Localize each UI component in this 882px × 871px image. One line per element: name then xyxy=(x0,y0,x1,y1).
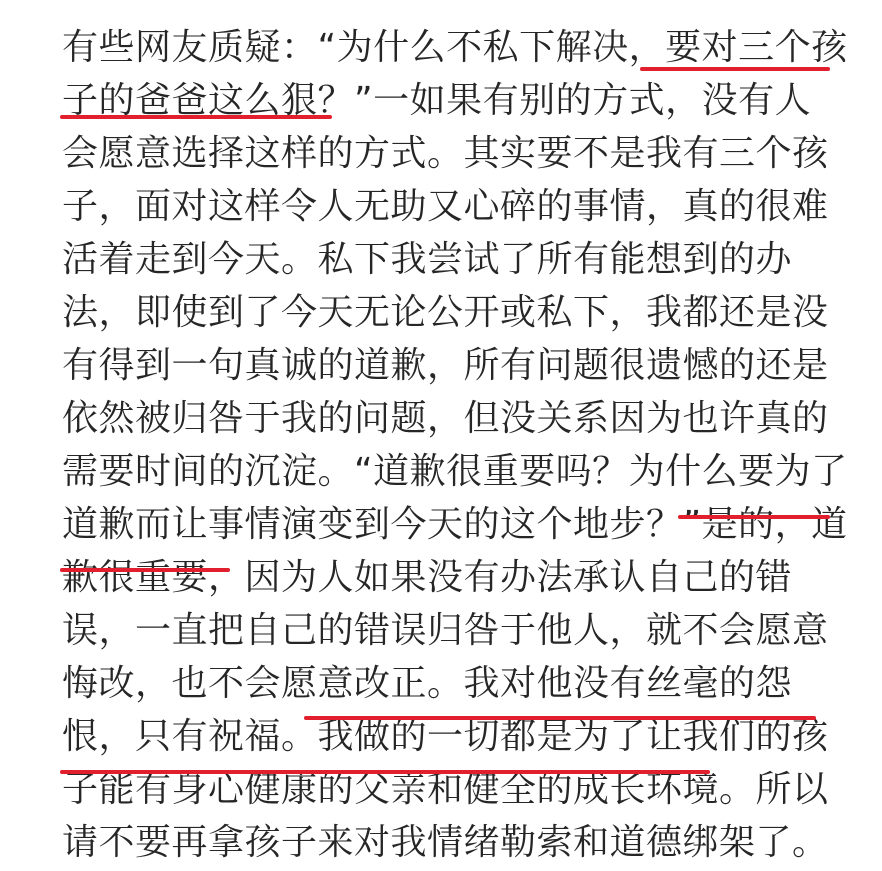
text-line-content: 恨，只有祝福。我做的一切都是为了让我们的孩 xyxy=(62,716,829,757)
text-line-content: 有得到一句真诚的道歉，所有问题很遗憾的还是 xyxy=(62,345,829,386)
text-line-content: 需要时间的沉淀。“道歉很重要吗？为什么要为了 xyxy=(62,451,848,492)
text-line-content: 子能有身心健康的父亲和健全的成长环境。所以 xyxy=(62,769,829,810)
highlight-underline xyxy=(678,515,830,519)
highlight-underline xyxy=(60,770,710,774)
text-line-content: 有些网友质疑：“为什么不私下解决，要对三个孩 xyxy=(62,27,848,68)
text-line-content: 活着走到今天。私下我尝试了所有能想到的办 xyxy=(62,239,793,280)
text-line-content: 会愿意选择这样的方式。其实要不是我有三个孩 xyxy=(62,133,829,174)
text-line-content: 歉很重要，因为人如果没有办法承认自己的错 xyxy=(62,557,793,598)
highlight-underline xyxy=(640,67,830,71)
highlight-underline xyxy=(60,115,332,119)
text-line-content: 悔改，也不会愿意改正。我对他没有丝毫的怨 xyxy=(62,663,793,704)
text-line-content: 法，即使到了今天无论公开或私下，我都还是没 xyxy=(62,292,829,333)
highlight-underline xyxy=(60,568,230,572)
text-line-content: 子，面对这样令人无助又心碎的事情，真的很难 xyxy=(62,186,829,227)
text-line-content: 误，一直把自己的错误归咎于他人，就不会愿意 xyxy=(62,610,829,651)
text-line-content: 依然被归咎于我的问题，但没关系因为也许真的 xyxy=(62,398,829,439)
text-line-content: 道歉而让事情演变到今天的这个地步？”是的，道 xyxy=(62,504,848,545)
highlight-underline xyxy=(304,716,816,720)
text-line-content: 请不要再拿孩子来对我情绪勒索和道德绑架了。 xyxy=(62,822,829,863)
text-line-content: 子的爸爸这么狠？”一如果有别的方式，没有人 xyxy=(62,80,812,121)
